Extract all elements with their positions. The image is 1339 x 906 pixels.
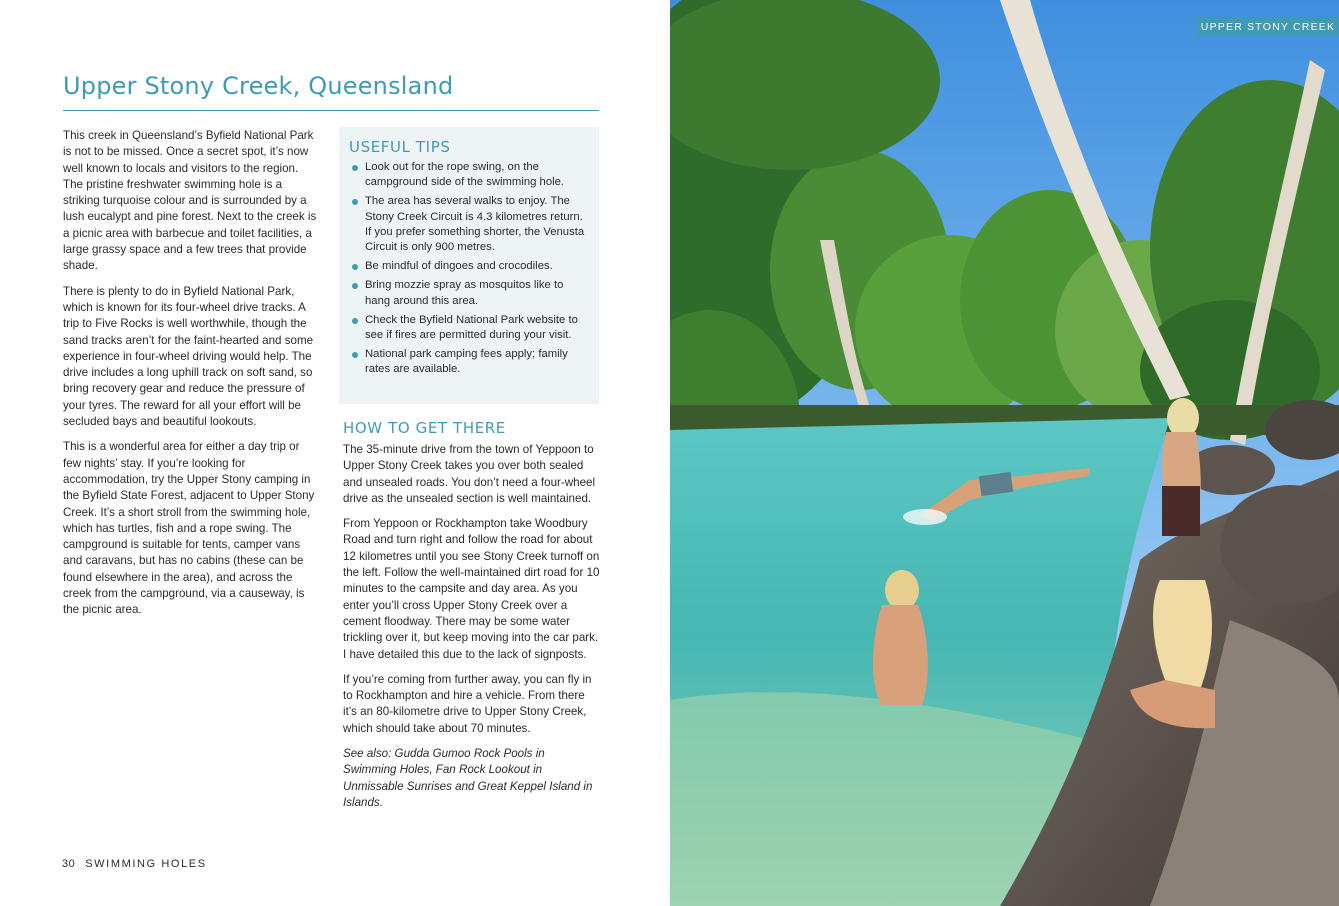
directions-paragraph: If you’re coming from further away, you can fly in to Rockhampton and hire a vehicle. From there it’s an 80-kilometre drive to Upper Stony Creek, which should take about 70 minutes. xyxy=(343,672,592,735)
tip-text: Check the Byfield National Park website to see if fires are permitted during your visit. xyxy=(365,313,578,342)
chapter-tab: UPPER STONY CREEK xyxy=(1197,17,1339,36)
tip-item xyxy=(349,278,589,308)
bullet-icon xyxy=(352,283,358,289)
swimming-hole-photo xyxy=(670,0,1339,906)
tip-item xyxy=(349,347,589,377)
tip-item xyxy=(349,194,589,255)
tip-text: National park camping fees apply; family rates are available. xyxy=(365,348,568,376)
bullet-icon xyxy=(352,318,358,324)
right-page xyxy=(670,0,1339,906)
tip-text: The area has several walks to enjoy. The Stony Creek Circuit is 4.3 kilometres return. If you prefer something shorter, the Venusta Circuit is only 900 metres. xyxy=(365,195,585,254)
useful-tips-list xyxy=(349,160,589,378)
bullet-icon xyxy=(352,352,358,358)
directions-paragraph: The 35-minute drive from the town of Yeppoon to Upper Stony Creek takes you over both sealed and unsealed roads. You don’t need a four-wheel drive as the unsealed section is well maintained. xyxy=(343,443,596,505)
title-divider xyxy=(63,110,599,111)
bullet-icon xyxy=(352,264,358,270)
page-footer xyxy=(62,858,207,870)
page-number: 30 xyxy=(62,858,76,870)
intro-paragraph: This is a wonderful area for either a day trip or few nights’ stay. If you’re looking for accommodation, try the Upper Stony camping in the Byfield State Forest, adjacent to Upper Stony Creek. It’s a short stroll from the swimming hole, which has turtles, fish and a rope swing. The campground is suitable for tents, camper vans and caravans, but has no cabins (these can be found elsewhere in the area), and across the creek from the campground, via a causeway, is the picnic area. xyxy=(63,440,315,617)
bullet-icon xyxy=(352,199,358,205)
useful-tips-box xyxy=(339,127,599,404)
tip-text: Look out for the rope swing, on the campground side of the swimming hole. xyxy=(365,161,565,189)
directions-paragraph: From Yeppoon or Rockhampton take Woodbury Road and turn right and follow the road for about 12 kilometres until you see Stony Creek turnoff on the left. Follow the well-maintained dirt road for 10 minutes to the campsite and day area. As you enter you’ll cross Upper Stony Creek over a cement floodway. There may be some water trickling over it, but keep moving into the car park. I have detailed this due to the lack of signposts. xyxy=(343,517,600,661)
tip-item xyxy=(349,160,589,190)
section-name: SWIMMING HOLES xyxy=(85,858,207,870)
how-to-get-there-heading: HOW TO GET THERE xyxy=(343,419,506,437)
tip-item xyxy=(349,313,589,343)
bullet-icon xyxy=(352,165,358,171)
see-also-note: See also: Gudda Gumoo Rock Pools in Swimming Holes, Fan Rock Lookout in Unmissable Sunrises and Great Keppel Island in Islands. xyxy=(343,747,593,809)
directions-column xyxy=(343,442,601,820)
tip-text: Bring mozzie spray as mosquitos like to hang around this area. xyxy=(365,279,564,307)
page-title: Upper Stony Creek, Queensland xyxy=(63,72,454,100)
tip-text: Be mindful of dingoes and crocodiles. xyxy=(365,260,553,273)
intro-column xyxy=(63,128,319,628)
tip-item xyxy=(349,259,589,274)
intro-paragraph: There is plenty to do in Byfield National Park, which is known for its four-wheel drive tracks. A trip to Five Rocks is well worthwhile, though the sand tracks aren’t for the faint-hearted and some experience in four-wheel driving would help. The drive includes a long uphill track on soft sand, so bring recovery gear and reduce the pressure of your tyres. The reward for all your effort will be secluded bays and beautiful lookouts. xyxy=(63,284,314,429)
useful-tips-heading: USEFUL TIPS xyxy=(349,138,451,156)
intro-paragraph: This creek in Queensland’s Byfield National Park is not to be missed. Once a secret spot, it’s now well known to locals and visitors to the region. The pristine freshwater swimming hole is a striking turquoise colour and is surrounded by a lush eucalypt and pine forest. Next to the creek is a picnic area with barbecue and toilet facilities, a large grassy space and a few trees that provide shade. xyxy=(63,129,317,273)
